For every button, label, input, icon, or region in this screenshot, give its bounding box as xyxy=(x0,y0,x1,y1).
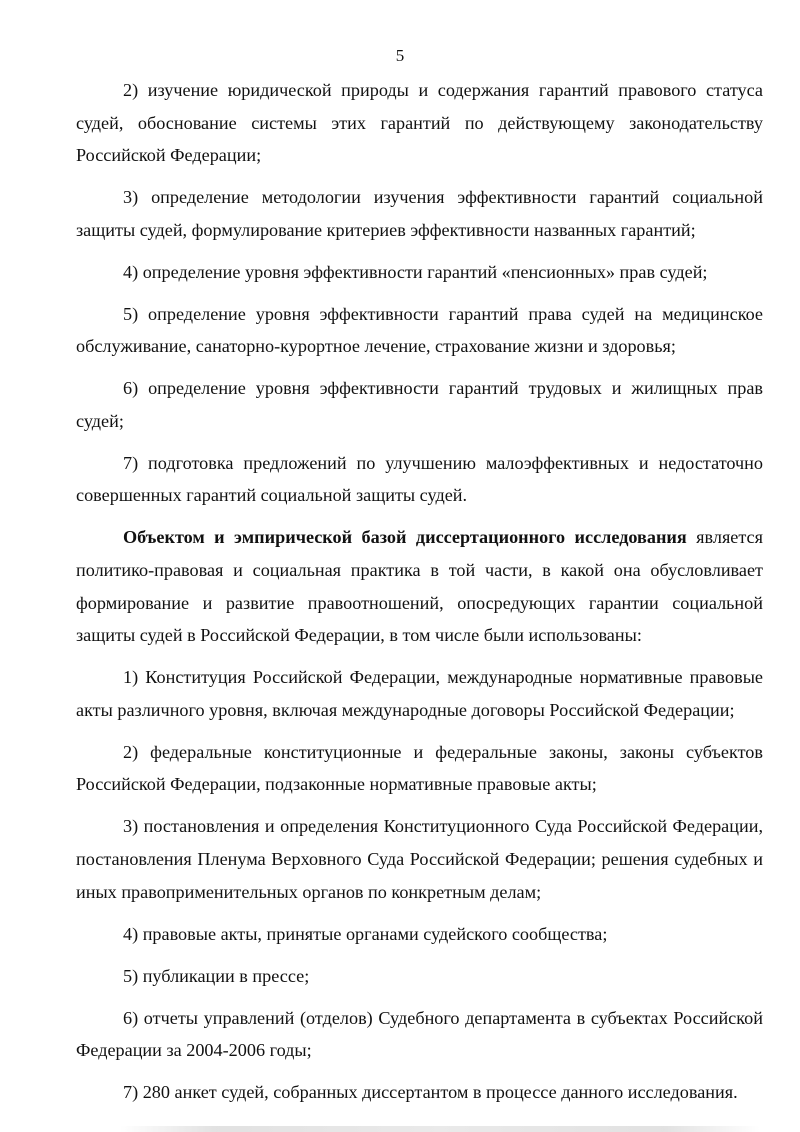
paragraph-goal-3: 3) определение методологии изучения эффективности гарантий социальной защиты судей, формулирование критериев эффективности названных гарантий; xyxy=(76,187,763,240)
paragraph-source-6: 6) отчеты управлений (отделов) Судебного департамента в субъектах Российской Федерации за 2004-2006 годы; xyxy=(76,1007,763,1061)
paragraph-object-and-base xyxy=(76,521,763,651)
paragraph-source-7: 7) 280 анкет судей, собранных диссертантом в процессе данного исследования. xyxy=(123,1082,738,1103)
paragraph-object-text: является политико-правовая и социальная практика в той части, в какой она обусловливает формирование и развитие правоотношений, опосредующих гарантии социальной защиты судей в Российской Федерации, в том числе были использованы: xyxy=(76,527,763,646)
paragraph-source-4: 4) правовые акты, принятые органами судейского сообщества; xyxy=(123,923,608,944)
scan-artifact xyxy=(120,1126,760,1132)
paragraph-source-3: 3) постановления и определения Конституционного Суда Российской Федерации, постановления Пленума Верховного Суда Российской Федерации; решения судебных и иных правоприменительных органов по конкретным делам; xyxy=(76,816,763,902)
paragraph-goal-6: 6) определение уровня эффективности гарантий трудовых и жилищных прав судей; xyxy=(76,378,763,431)
paragraph-goal-2: 2) изучение юридической природы и содержания гарантий правового статуса судей, обоснование системы этих гарантий по действующему законодательству Российской Федерации; xyxy=(76,80,763,166)
paragraph-source-1: 1) Конституция Российской Федерации, международные нормативные правовые акты различного уровня, включая международные договоры Российской Федерации; xyxy=(76,667,763,720)
paragraph-source-5: 5) публикации в прессе; xyxy=(123,965,310,986)
page-number: 5 xyxy=(395,46,405,65)
document-body xyxy=(76,74,763,1118)
paragraph-goal-7: 7) подготовка предложений по улучшению малоэффективных и недостаточно совершенных гарантий социальной защиты судей. xyxy=(76,452,763,506)
paragraph-goal-5: 5) определение уровня эффективности гарантий права судей на медицинское обслуживание, санаторно-курортное лечение, страхование жизни и здоровья; xyxy=(76,303,763,357)
paragraph-lead-bold: Объектом и эмпирической базой диссертационного исследования xyxy=(123,527,687,548)
paragraph-goal-4: 4) определение уровня эффективности гарантий «пенсионных» прав судей; xyxy=(123,261,708,282)
paragraph-source-2: 2) федеральные конституционные и федеральные законы, законы субъектов Российской Федерации, подзаконные нормативные правовые акты; xyxy=(76,741,763,795)
